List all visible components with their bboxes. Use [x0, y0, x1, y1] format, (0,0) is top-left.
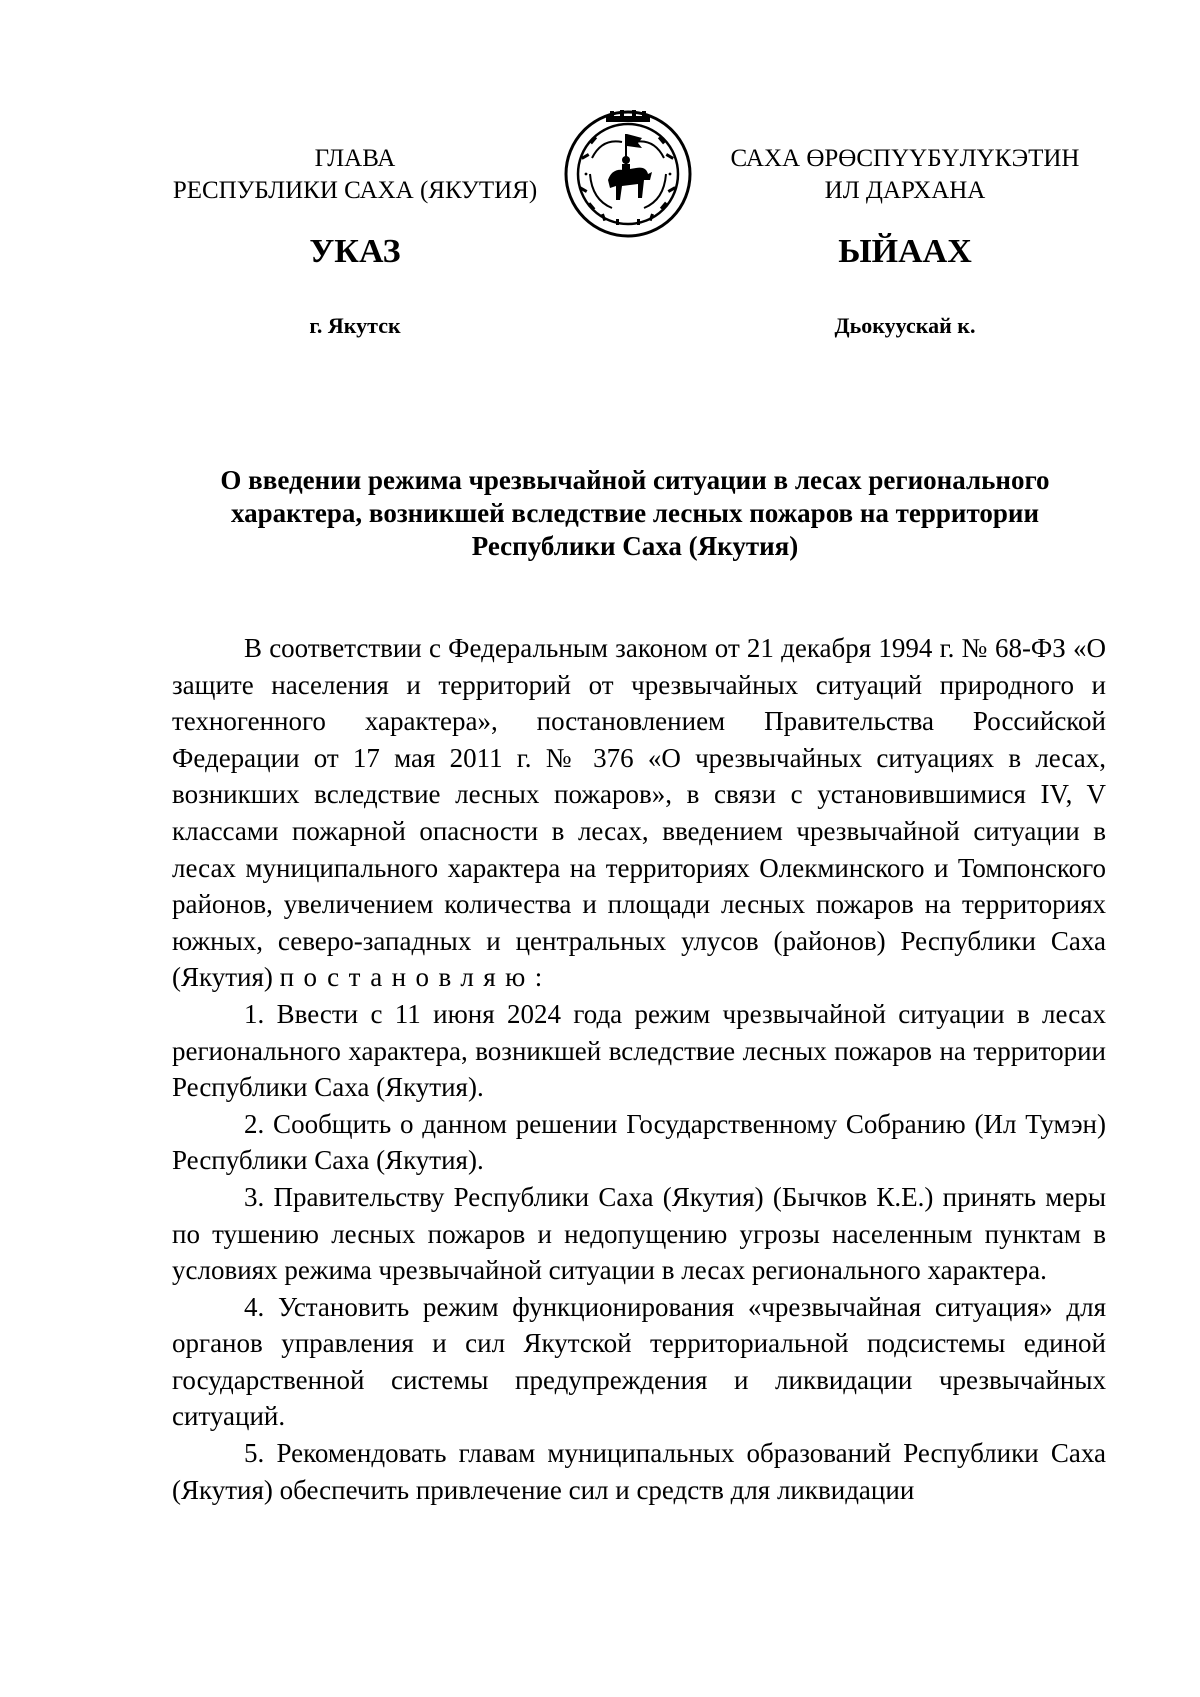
republic-emblem-icon: [562, 108, 694, 240]
item-paragraph-3: 3. Правительству Республики Саха (Якутия) (Бычков К.Е.) принять меры по тушению лесных пожаров и недопущению угрозы населенным пунктам в условиях режима чрезвычайной ситуации в лесах регионального характера.: [172, 1181, 1106, 1286]
document-title-line1: О введении режима чрезвычайной ситуации в лесах регионального: [220, 465, 1050, 495]
item-paragraph-1: 1. Ввести с 11 июня 2024 года режим чрезвычайной ситуации в лесах регионального характера, возникшей вследствие лесных пожаров на территории Республики Саха (Якутия).: [172, 998, 1106, 1103]
document-title-line2: характера, возникшей вследствие лесных пожаров на территории: [230, 498, 1040, 528]
header-left-line2: РЕСПУБЛИКИ САХА (ЯКУТИЯ): [172, 177, 538, 204]
preamble-text: В соответствии с Федеральным законом от 21 декабря 1994 г. № 68-ФЗ «О защите населения и территорий от чрезвычайных ситуаций природного и техногенного характера», постановлением Правительства Российской Федерации от 17 мая 2011 г. № 376 «О чрезвычайных ситуациях в лесах, возникших вследствие лесных пожаров», в связи с установившимися IV, V классами пожарной опасности в лесах, введением чрезвычайной ситуации в лесах муниципального характера на территориях Олекминского и Томпонского районов, увеличением количества и площади лесных пожаров на территориях южных, северо-западных и центральных улусов (районов) Республики Саха (Якутия): [172, 633, 1106, 993]
preamble-paragraph: [172, 630, 1106, 996]
item-paragraph-5: 5. Рекомендовать главам муниципальных образований Республики Саха (Якутия) обеспечить привлечение сил и средств для ликвидации: [172, 1438, 1106, 1505]
city-sakha: Дьокуускай к.: [834, 313, 976, 338]
header-right-block: [705, 143, 1105, 207]
header-left-block: [150, 143, 560, 207]
document-title-line3: Республики Саха (Якутия): [471, 531, 799, 561]
city-ru: г. Якутск: [309, 313, 401, 338]
item-paragraph-4: 4. Установить режим функционирования «чрезвычайная ситуация» для органов управления и сил Якутской территориальной подсистемы единой государственной системы предупреждения и ликвидации чрезвычайных ситуаций.: [172, 1291, 1106, 1432]
document-body: [172, 630, 1106, 1508]
decree-word: постановляю:: [279, 962, 552, 993]
header-right-line2: ИЛ ДАРХАНА: [824, 177, 986, 204]
header-right-line1: САХА ӨРӨСПҮҮБҮЛҮКЭТИН: [730, 145, 1080, 172]
item-paragraph-2: 2. Сообщить о данном решении Государственному Собранию (Ил Тумэн) Республики Саха (Якутия).: [172, 1108, 1106, 1176]
decree-title-sakha: ЫЙААХ: [838, 233, 972, 270]
header-left-line1: ГЛАВА: [314, 145, 396, 172]
decree-title-ru: УКАЗ: [309, 233, 401, 270]
document-title: [170, 464, 1100, 563]
